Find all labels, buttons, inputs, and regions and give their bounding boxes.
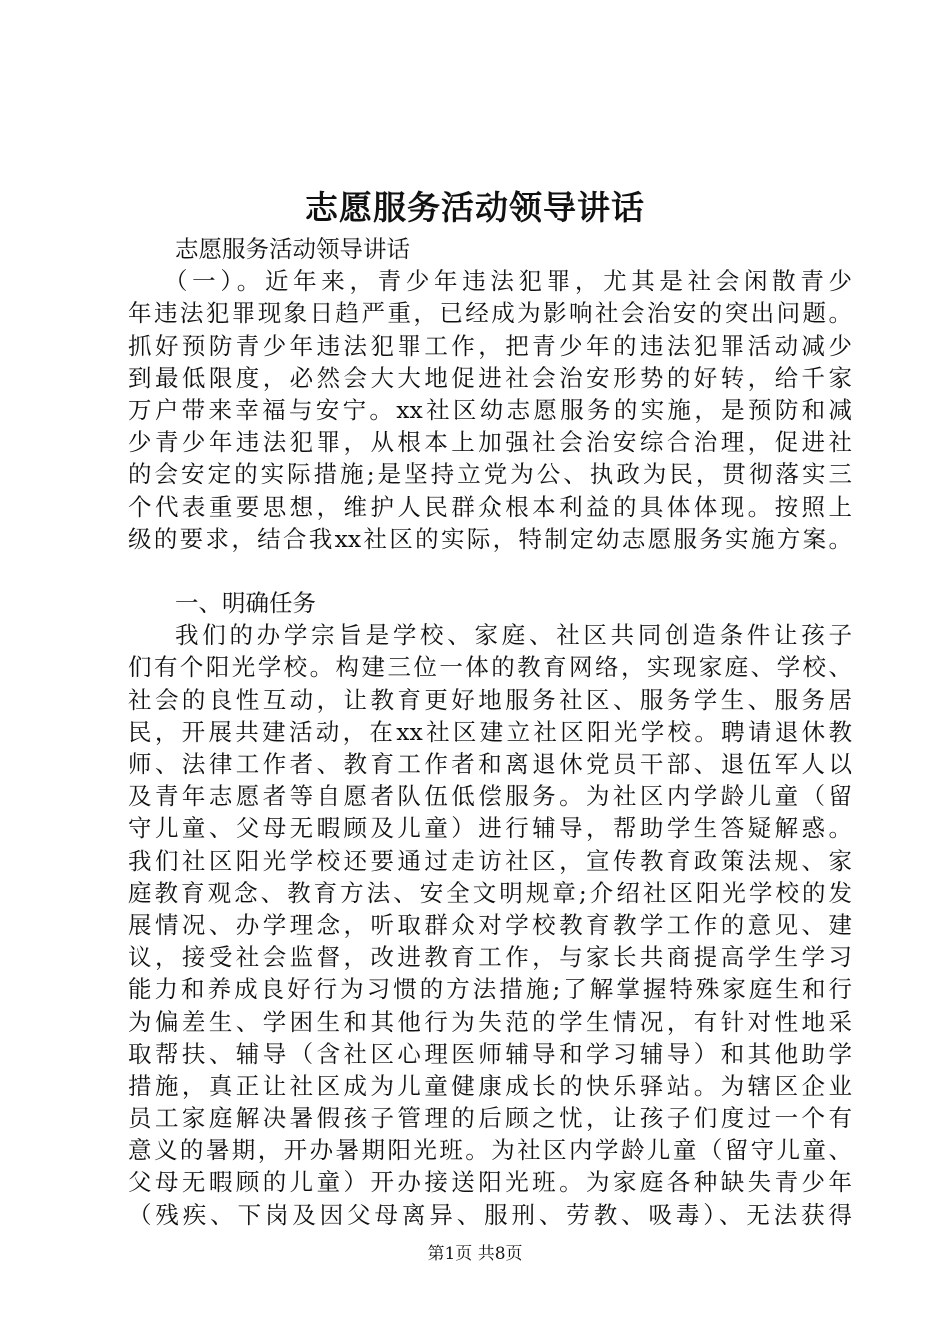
text-line: 年违法犯罪现象日趋严重，已经成为影响社会治安的突出问题。 — [128, 299, 852, 328]
text-line: 到最低限度，必然会大大地促进社会治安形势的好转，给千家 — [128, 363, 852, 392]
document-subtitle: 志愿服务活动领导讲话 — [175, 235, 410, 263]
text-line: 社会的良性互动，让教育更好地服务社区、服务学生、服务居 — [128, 685, 852, 714]
text-line: 为偏差生、学困生和其他行为失范的学生情况，有针对性地采 — [128, 1007, 852, 1036]
text-line: 我们的办学宗旨是学校、家庭、社区共同创造条件让孩子 — [175, 621, 852, 650]
text-line: 取帮扶、辅导（含社区心理医师辅导和学习辅导）和其他助学 — [128, 1039, 852, 1068]
text-line: 措施，真正让社区成为儿童健康成长的快乐驿站。为辖区企业 — [128, 1071, 852, 1100]
text-line: 守儿童、父母无暇顾及儿童）进行辅导，帮助学生答疑解惑。 — [128, 814, 852, 843]
text-line: 我们社区阳光学校还要通过走访社区，宣传教育政策法规、家 — [128, 846, 852, 875]
paragraph-2 — [128, 619, 852, 1231]
paragraph-1 — [128, 265, 852, 555]
paragraph-gap — [128, 555, 852, 587]
section-heading: 一、明确任务 — [175, 589, 316, 618]
text-line: 级的要求，结合我xx社区的实际，特制定幼志愿服务实施方案。 — [128, 524, 852, 553]
text-line: 民，开展共建活动，在xx社区建立社区阳光学校。聘请退休教 — [128, 717, 852, 746]
text-line: 意义的暑期，开办暑期阳光班。为社区内学龄儿童（留守儿童、 — [128, 1136, 852, 1165]
text-line: 师、法律工作者、教育工作者和离退休党员干部、退伍军人以 — [128, 750, 852, 778]
text-line: 少青少年违法犯罪，从根本上加强社会治安综合治理，促进社 — [128, 428, 852, 457]
text-line: 的会安定的实际措施;是坚持立党为公、执政为民，贯彻落实三 — [128, 460, 852, 489]
text-line: （一）。近年来，青少年违法犯罪，尤其是社会闲散青少 — [164, 267, 852, 296]
text-line: 展情况、办学理念，听取群众对学校教育教学工作的意见、建 — [128, 910, 852, 939]
text-line: 及青年志愿者等自愿者队伍低偿服务。为社区内学龄儿童（留 — [128, 782, 852, 811]
text-line: （残疾、下岗及因父母离异、服刑、劳教、吸毒）、无法获得 — [128, 1200, 852, 1229]
page-footer: 第1页 共8页 — [427, 1244, 523, 1264]
document-title: 志愿服务活动领导讲话 — [305, 188, 645, 227]
text-line: 抓好预防青少年违法犯罪工作，把青少年的违法犯罪活动减少 — [128, 331, 852, 360]
text-line: 个代表重要思想，维护人民群众根本利益的具体体现。按照上 — [128, 492, 852, 521]
text-line: 议，接受社会监督，改进教育工作，与家长共商提高学生学习 — [128, 943, 852, 972]
text-line: 们有个阳光学校。构建三位一体的教育网络，实现家庭、学校、 — [128, 653, 852, 682]
text-line: 庭教育观念、教育方法、安全文明规章;介绍社区阳光学校的发 — [128, 878, 852, 907]
document-body — [128, 233, 852, 1231]
text-line: 父母无暇顾的儿童）开办接送阳光班。为家庭各种缺失青少年 — [128, 1168, 852, 1197]
text-line: 员工家庭解决暑假孩子管理的后顾之忧，让孩子们度过一个有 — [128, 1104, 852, 1133]
text-line: 万户带来幸福与安宁。xx社区幼志愿服务的实施，是预防和减 — [128, 395, 852, 424]
text-line: 能力和养成良好行为习惯的方法措施;了解掌握特殊家庭生和行 — [128, 975, 852, 1004]
